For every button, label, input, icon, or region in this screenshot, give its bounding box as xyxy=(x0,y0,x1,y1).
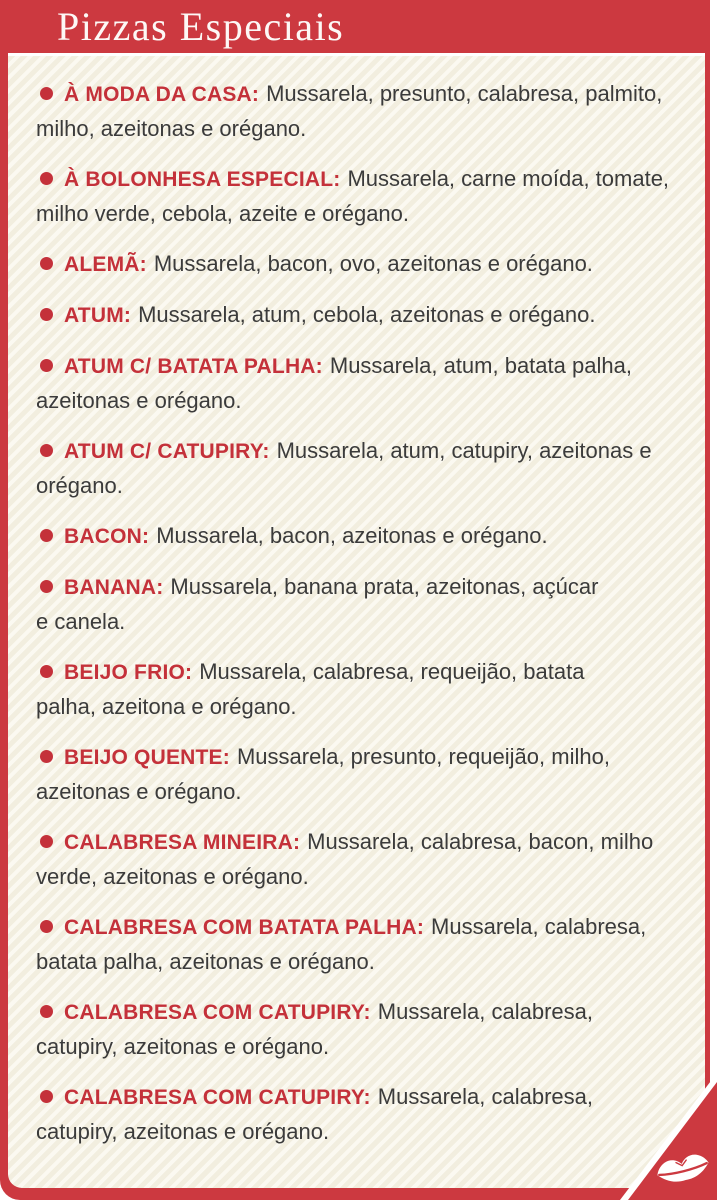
pizza-name: CALABRESA MINEIRA: xyxy=(64,831,301,854)
page-title: Pizzas Especiais xyxy=(57,4,345,49)
pizza-description: Mussarela, atum, catupiry, azeitonas e orégano. xyxy=(36,438,652,498)
bullet-icon xyxy=(40,835,53,848)
pizza-name: À MODA DA CASA: xyxy=(64,83,260,106)
menu-item xyxy=(36,995,687,1064)
pizza-name: CALABRESA COM CATUPIRY: xyxy=(64,1001,371,1024)
pizza-name: ALEMÃ: xyxy=(64,253,147,276)
pizza-name: CALABRESA COM CATUPIRY: xyxy=(64,1086,371,1109)
bullet-icon xyxy=(40,172,53,185)
menu-body xyxy=(8,53,705,1188)
pizza-description: Mussarela, presunto, requeijão, milho, azeitonas e orégano. xyxy=(36,744,610,804)
pizza-name: BEIJO FRIO: xyxy=(64,661,193,684)
bullet-icon xyxy=(40,87,53,100)
bullet-icon xyxy=(40,529,53,542)
pizza-name: ATUM: xyxy=(64,304,132,327)
bullet-icon xyxy=(40,308,53,321)
menu-item xyxy=(36,1080,687,1149)
menu-item xyxy=(36,910,687,979)
menu-header xyxy=(0,0,710,53)
menu-item xyxy=(36,434,687,503)
pizza-name: CALABRESA COM BATATA PALHA: xyxy=(64,916,425,939)
pizza-description: Mussarela, carne moída, tomate, milho verde, cebola, azeite e orégano. xyxy=(36,166,670,226)
menu-item xyxy=(36,298,687,333)
bullet-icon xyxy=(40,1005,53,1018)
menu-item xyxy=(36,349,687,418)
menu-item xyxy=(36,825,687,894)
menu-item xyxy=(36,740,687,809)
bullet-icon xyxy=(40,920,53,933)
menu-item xyxy=(36,655,687,724)
bullet-icon xyxy=(40,1090,53,1103)
pizza-name: BEIJO QUENTE: xyxy=(64,746,230,769)
pizza-list xyxy=(8,56,705,1149)
pizza-name: BACON: xyxy=(64,525,150,548)
bullet-icon xyxy=(40,444,53,457)
pizza-description: Mussarela, calabresa, batata palha, azeitonas e orégano. xyxy=(36,914,647,974)
pizza-name: ATUM C/ CATUPIRY: xyxy=(64,440,270,463)
bullet-icon xyxy=(40,580,53,593)
pizza-description: Mussarela, bacon, azeitonas e orégano. xyxy=(156,523,548,548)
pizza-description: Mussarela, atum, batata palha, azeitonas e orégano. xyxy=(36,353,632,413)
menu-item xyxy=(36,247,687,282)
menu-frame xyxy=(0,53,710,1200)
pizza-description: Mussarela, calabresa, catupiry, azeitonas e orégano. xyxy=(36,1084,593,1144)
bullet-icon xyxy=(40,257,53,270)
menu-item xyxy=(36,519,687,554)
pizza-description: Mussarela, calabresa, catupiry, azeitonas e orégano. xyxy=(36,999,593,1059)
pizza-description: Mussarela, atum, cebola, azeitonas e orégano. xyxy=(138,302,596,327)
bullet-icon xyxy=(40,359,53,372)
pizza-description: Mussarela, presunto, calabresa, palmito, milho, azeitonas e orégano. xyxy=(36,81,663,141)
pizza-name: BANANA: xyxy=(64,576,164,599)
bullet-icon xyxy=(40,665,53,678)
pizza-description: Mussarela, banana prata, azeitonas, açúcar e canela. xyxy=(36,574,599,634)
menu-item xyxy=(36,77,687,146)
pizza-description: Mussarela, calabresa, requeijão, batata palha, azeitona e orégano. xyxy=(36,659,585,719)
pizza-description: Mussarela, bacon, ovo, azeitonas e orégano. xyxy=(153,251,593,276)
pizza-description: Mussarela, calabresa, bacon, milho verde, azeitonas e orégano. xyxy=(36,829,654,889)
pizza-name: À BOLONHESA ESPECIAL: xyxy=(64,168,341,191)
bullet-icon xyxy=(40,750,53,763)
menu-item xyxy=(36,570,687,639)
pizza-name: ATUM C/ BATATA PALHA: xyxy=(64,355,323,378)
menu-item xyxy=(36,162,687,231)
